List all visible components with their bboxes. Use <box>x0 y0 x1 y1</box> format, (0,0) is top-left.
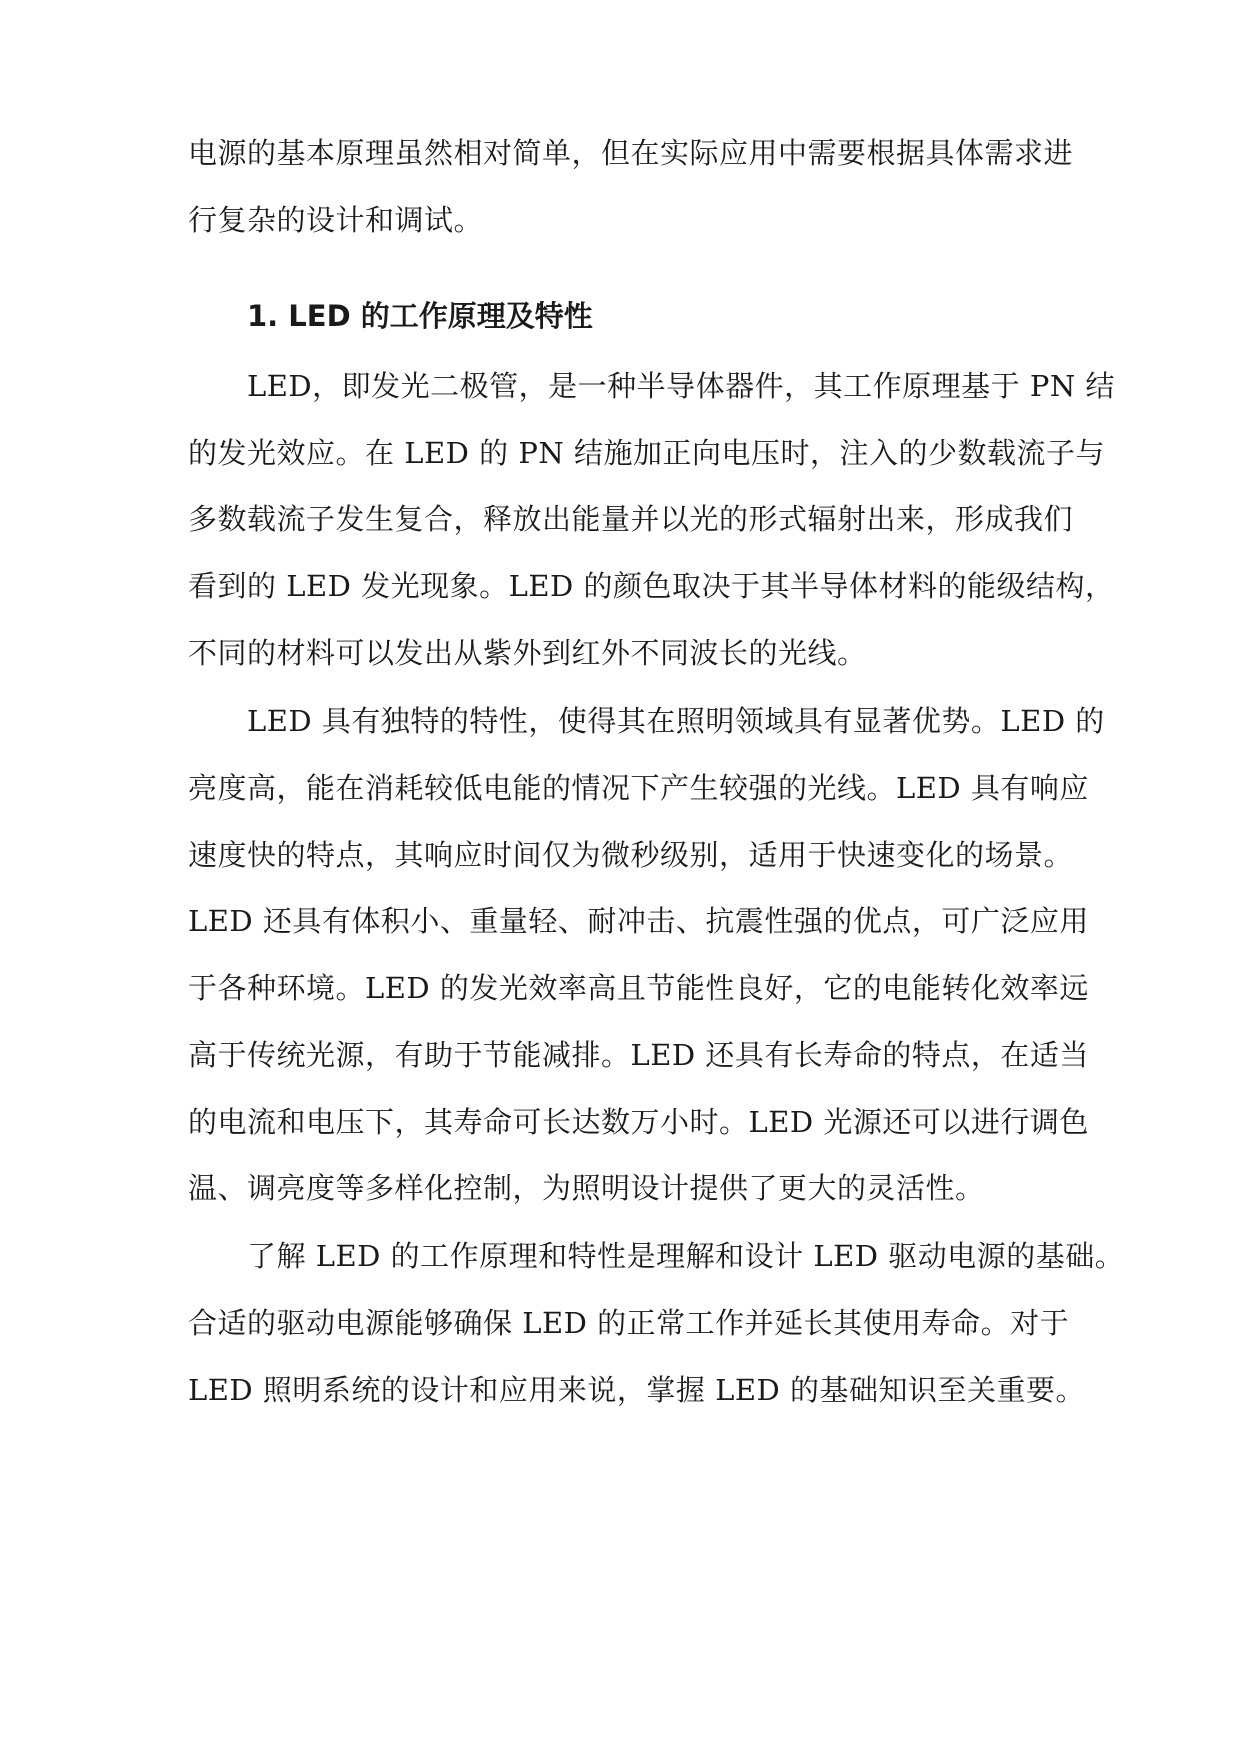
intro-line-2: 行复杂的设计和调试。 <box>188 203 484 237</box>
intro-line-1: 电源的基本原理虽然相对简单，但在实际应用中需要根据具体需求进 <box>188 136 1074 170</box>
paragraph1-line-5: 不同的材料可以发出从紫外到红外不同波长的光线。 <box>188 636 867 670</box>
section-heading: 1. LED 的工作原理及特性 <box>247 299 593 333</box>
paragraph2-line-6: 高于传统光源，有助于节能减排。LED 还具有长寿命的特点，在适当 <box>188 1038 1089 1072</box>
paragraph3-line-3: LED 照明系统的设计和应用来说，掌握 LED 的基础知识至关重要。 <box>188 1373 1086 1407</box>
paragraph2-line-7: 的电流和电压下，其寿命可长达数万小时。LED 光源还可以进行调色 <box>188 1105 1089 1139</box>
paragraph2-line-8: 温、调亮度等多样化控制，为照明设计提供了更大的灵活性。 <box>188 1171 985 1205</box>
paragraph2-line-2: 亮度高，能在消耗较低电能的情况下产生较强的光线。LED 具有响应 <box>188 771 1089 805</box>
paragraph1-line-4: 看到的 LED 发光现象。LED 的颜色取决于其半导体材料的能级结构， <box>188 569 1115 603</box>
paragraph3-line-2: 合适的驱动电源能够确保 LED 的正常工作并延长其使用寿命。对于 <box>188 1306 1070 1340</box>
paragraph2-line-5: 于各种环境。LED 的发光效率高且节能性良好，它的电能转化效率远 <box>188 971 1089 1005</box>
paragraph1-line-3: 多数载流子发生复合，释放出能量并以光的形式辐射出来，形成我们 <box>188 502 1074 536</box>
paragraph2-line-1: LED 具有独特的特性，使得其在照明领域具有显著优势。LED 的 <box>247 704 1105 738</box>
paragraph2-line-4: LED 还具有体积小、重量轻、耐冲击、抗震性强的优点，可广泛应用 <box>188 904 1089 938</box>
paragraph3-line-1: 了解 LED 的工作原理和特性是理解和设计 LED 驱动电源的基础。 <box>247 1239 1125 1273</box>
paragraph2-line-3: 速度快的特点，其响应时间仅为微秒级别，适用于快速变化的场景。 <box>188 838 1074 872</box>
paragraph1-line-2: 的发光效应。在 LED 的 PN 结施加正向电压时，注入的少数载流子与 <box>188 436 1105 470</box>
paragraph1-line-1: LED，即发光二极管，是一种半导体器件，其工作原理基于 PN 结 <box>247 369 1116 403</box>
